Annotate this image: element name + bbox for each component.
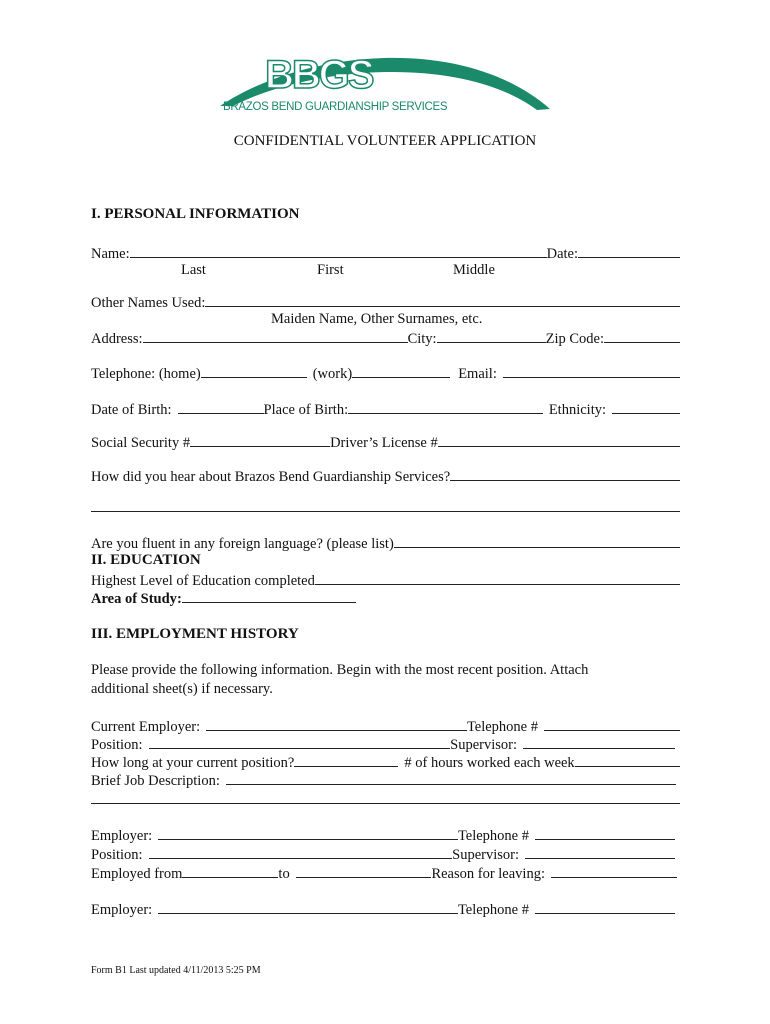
supervisor-label: Supervisor: <box>450 737 517 753</box>
bbgs-logo <box>215 44 560 114</box>
brief-row <box>91 771 680 790</box>
area-field[interactable] <box>182 589 356 603</box>
other-names-row <box>91 293 680 312</box>
name-sub-last: Last <box>181 262 206 278</box>
position2-row <box>91 845 680 864</box>
other-names-field[interactable] <box>205 293 680 307</box>
employer3-row <box>91 900 680 919</box>
dl-label: Driver’s License # <box>330 435 438 451</box>
how-long-field[interactable] <box>294 753 398 767</box>
employed-to-label: to <box>278 866 290 882</box>
brief-field[interactable] <box>226 771 676 785</box>
position-field[interactable] <box>149 735 451 749</box>
current-employer-label: Current Employer: <box>91 719 201 735</box>
name-row <box>91 244 680 263</box>
current-employer-row <box>91 717 680 736</box>
current-employer-field[interactable] <box>206 717 467 731</box>
highest-field[interactable] <box>315 571 680 585</box>
area-row: Area of Study : <box>91 589 680 608</box>
tel-work-label: (work) <box>312 366 353 382</box>
ssn-label: Social Security # <box>91 435 191 451</box>
dob-field[interactable] <box>178 400 264 414</box>
name-sub-middle: Middle <box>453 262 495 278</box>
how-long-label: How long at your current position? <box>91 755 295 771</box>
email-label: Email: <box>458 366 497 382</box>
name-sub-first: First <box>317 262 344 278</box>
employer3-telephone-field[interactable] <box>535 900 675 914</box>
highest-label: Highest Level of Education completed <box>91 573 315 589</box>
employer2-label: Employer: <box>91 828 153 844</box>
address-field[interactable] <box>143 329 408 343</box>
pob-field[interactable] <box>348 400 543 414</box>
tel-work-field[interactable] <box>352 364 450 378</box>
tel-home-field[interactable] <box>201 364 307 378</box>
ids-row <box>91 433 680 452</box>
address-row <box>91 329 680 348</box>
reason-label: Reason for leaving: <box>431 866 545 882</box>
tel-home-label: Telephone: (home) <box>91 366 201 382</box>
name-field[interactable] <box>130 244 547 258</box>
supervisor2-field[interactable] <box>525 845 675 859</box>
logo-swoosh-icon <box>215 44 560 114</box>
language-row <box>91 534 680 553</box>
current-telephone-label: Telephone # <box>466 719 538 735</box>
hear-field-2[interactable] <box>91 498 680 512</box>
reason-field[interactable] <box>551 864 677 878</box>
zip-label: Zip Code: <box>545 331 604 347</box>
area-label: Area of Study <box>91 591 177 607</box>
email-field[interactable] <box>503 364 680 378</box>
current-telephone-field[interactable] <box>544 717 680 731</box>
position-row <box>91 735 680 754</box>
form-footer: Form B1 Last updated 4/11/2013 5:25 PM <box>91 965 261 976</box>
hear-label: How did you hear about Brazos Bend Guardianship Services? <box>91 469 451 485</box>
hours-label: # of hours worked each week <box>404 755 575 771</box>
dob-label: Date of Birth: <box>91 402 172 418</box>
position2-field[interactable] <box>149 845 453 859</box>
employer3-telephone-label: Telephone # <box>457 902 529 918</box>
brief-label: Brief Job Description: <box>91 773 220 789</box>
position2-label: Position: <box>91 847 143 863</box>
highest-row <box>91 571 680 590</box>
employer3-field[interactable] <box>158 900 458 914</box>
employer2-row <box>91 826 680 845</box>
employed-to-field[interactable] <box>296 864 432 878</box>
address-label: Address: <box>91 331 143 347</box>
ethnicity-field[interactable] <box>612 400 680 414</box>
language-field[interactable] <box>394 534 680 548</box>
hours-field[interactable] <box>575 753 680 767</box>
employer2-telephone-label: Telephone # <box>457 828 529 844</box>
section-employment-heading: III. EMPLOYMENT HISTORY <box>91 626 299 642</box>
supervisor2-label: Supervisor: <box>452 847 519 863</box>
intro-line1: Please provide the following information. Begin with the most recent position. Attach <box>91 662 589 678</box>
date-field[interactable] <box>578 244 680 258</box>
pob-label: Place of Birth: <box>263 402 349 418</box>
other-names-sub: Maiden Name, Other Surnames, etc. <box>271 311 483 327</box>
employer2-telephone-field[interactable] <box>535 826 675 840</box>
date-label: Date: <box>546 246 578 262</box>
telephone-row <box>91 364 680 383</box>
intro-line2: additional sheet(s) if necessary. <box>91 681 273 697</box>
how-long-row <box>91 753 680 772</box>
language-label: Are you fluent in any foreign language? (please list) <box>91 536 394 552</box>
logo-tagline: BRAZOS BEND GUARDIANSHIP SERVICES <box>223 101 448 113</box>
ssn-field[interactable] <box>190 433 330 447</box>
employed-from-field[interactable] <box>182 864 278 878</box>
employer3-label: Employer: <box>91 902 153 918</box>
brief-row-2 <box>91 790 680 804</box>
position-label: Position: <box>91 737 143 753</box>
employed-row <box>91 864 680 883</box>
birth-row <box>91 400 680 419</box>
city-field[interactable] <box>437 329 546 343</box>
zip-field[interactable] <box>604 329 680 343</box>
ethnicity-label: Ethnicity: <box>548 402 606 418</box>
section-education-heading: II. EDUCATION <box>91 552 201 568</box>
section-personal-heading: I. PERSONAL INFORMATION <box>91 206 300 222</box>
hear-row <box>91 467 680 486</box>
employer2-field[interactable] <box>158 826 458 840</box>
other-names-label: Other Names Used: <box>91 295 206 311</box>
logo-letters: BBGS <box>265 53 373 97</box>
hear-row-2 <box>91 498 680 512</box>
name-label: Name: <box>91 246 130 262</box>
city-label: City: <box>407 331 437 347</box>
dl-field[interactable] <box>438 433 680 447</box>
hear-field[interactable] <box>450 467 680 481</box>
form-title: CONFIDENTIAL VOLUNTEER APPLICATION <box>233 133 537 149</box>
employed-from-label: Employed from <box>91 866 183 882</box>
brief-field-2[interactable] <box>91 790 680 804</box>
supervisor-field[interactable] <box>523 735 675 749</box>
